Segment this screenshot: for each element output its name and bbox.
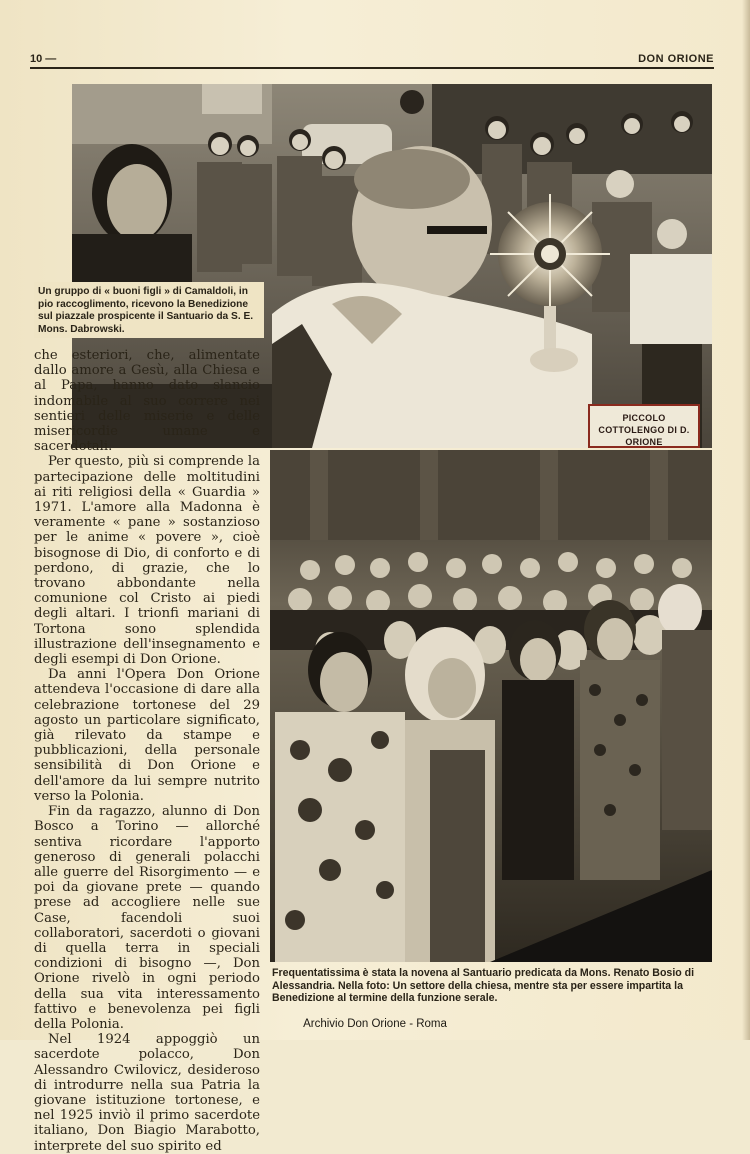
article-paragraph: Per questo, più si comprende la partecipazione delle moltitudini ai riti religiosi della « Guardia » 1971. L'amore alla Madonna è veramente « pane » sostanzioso per le anime « povere », cioè bisognose di Dio, di conforto e di perdono, di grazie, che lo trovano abbondante nella comunione col Cristo ai piedi degli altari. I trionfi mariani di Tortona sono splendida illustrazione dell'insegnamento e degli esempi di Don Orione.: [34, 454, 260, 668]
archive-footer: Archivio Don Orione - Roma: [303, 1018, 447, 1030]
page-number: 10 —: [30, 53, 57, 65]
article-paragraph: che esteriori, che, alimentate dallo amore a Gesù, alla Chiesa e al Papa, hanno dato slancio indomabile al suo correre nei sentieri delle miserie e delle misericordie umane e sacerdotali.: [34, 348, 260, 455]
sign-line1: PICCOLO COTTOLENGO DI D. ORIONE: [598, 413, 690, 447]
magazine-title: DON ORIONE: [638, 53, 714, 65]
photo-church-image: [270, 450, 712, 962]
header-rule: [30, 67, 714, 69]
page-edge-shadow: [742, 0, 750, 1040]
cottolengo-sign: [588, 404, 700, 448]
article-paragraph: Da anni l'Opera Don Orione attendeva l'occasione di dare alla celebrazione tortonese del 29 agosto un particolare significato, già rilevato da stampe e pubblicazioni, della personale sensibilità di Don Orione e dell'amore da lui sempre nutrito verso la Polonia.: [34, 667, 260, 804]
article-paragraph: Fin da ragazzo, alunno di Don Bosco a Torino — allorché sentiva ricordare l'apporto generoso di generali polacchi alle guerre del Risorgimento — e poi da giovane prete — quando prese ad accogliere nelle sue Case, facendoli suoi collaboratori, sacerdoti o giovani di quella terra in speciali condizioni di bisogno —, Don Orione rivelò in ogni periodo della sua vita interessamento fattivo e benevolenza pei figli della Polonia.: [34, 804, 260, 1032]
article-body: [34, 348, 260, 1154]
caption-benediction: Un gruppo di « buoni figli » di Camaldoli, in pio raccoglimento, ricevono la Benedizione sul piazzale prospicente il Santuario da S. E. Mons. Dabrowski.: [34, 282, 264, 338]
photo-church-crowd: [270, 450, 712, 962]
article-paragraph: Nel 1924 appoggiò un sacerdote polacco, Don Alessandro Cwilovicz, desideroso di introdurre nella sua Patria la giovane istituzione tortonese, e nel 1925 inviò il primo sacerdote italiano, Don Biagio Marabotto, interprete del suo spirito ed: [34, 1032, 260, 1154]
caption-church: Frequentatissima è stata la novena al Santuario predicata da Mons. Renato Bosio di Alessandria. Nella foto: Un settore della chiesa, mentre sta per essere impartita la Benedizione al termine della funzione serale.: [272, 967, 695, 1005]
